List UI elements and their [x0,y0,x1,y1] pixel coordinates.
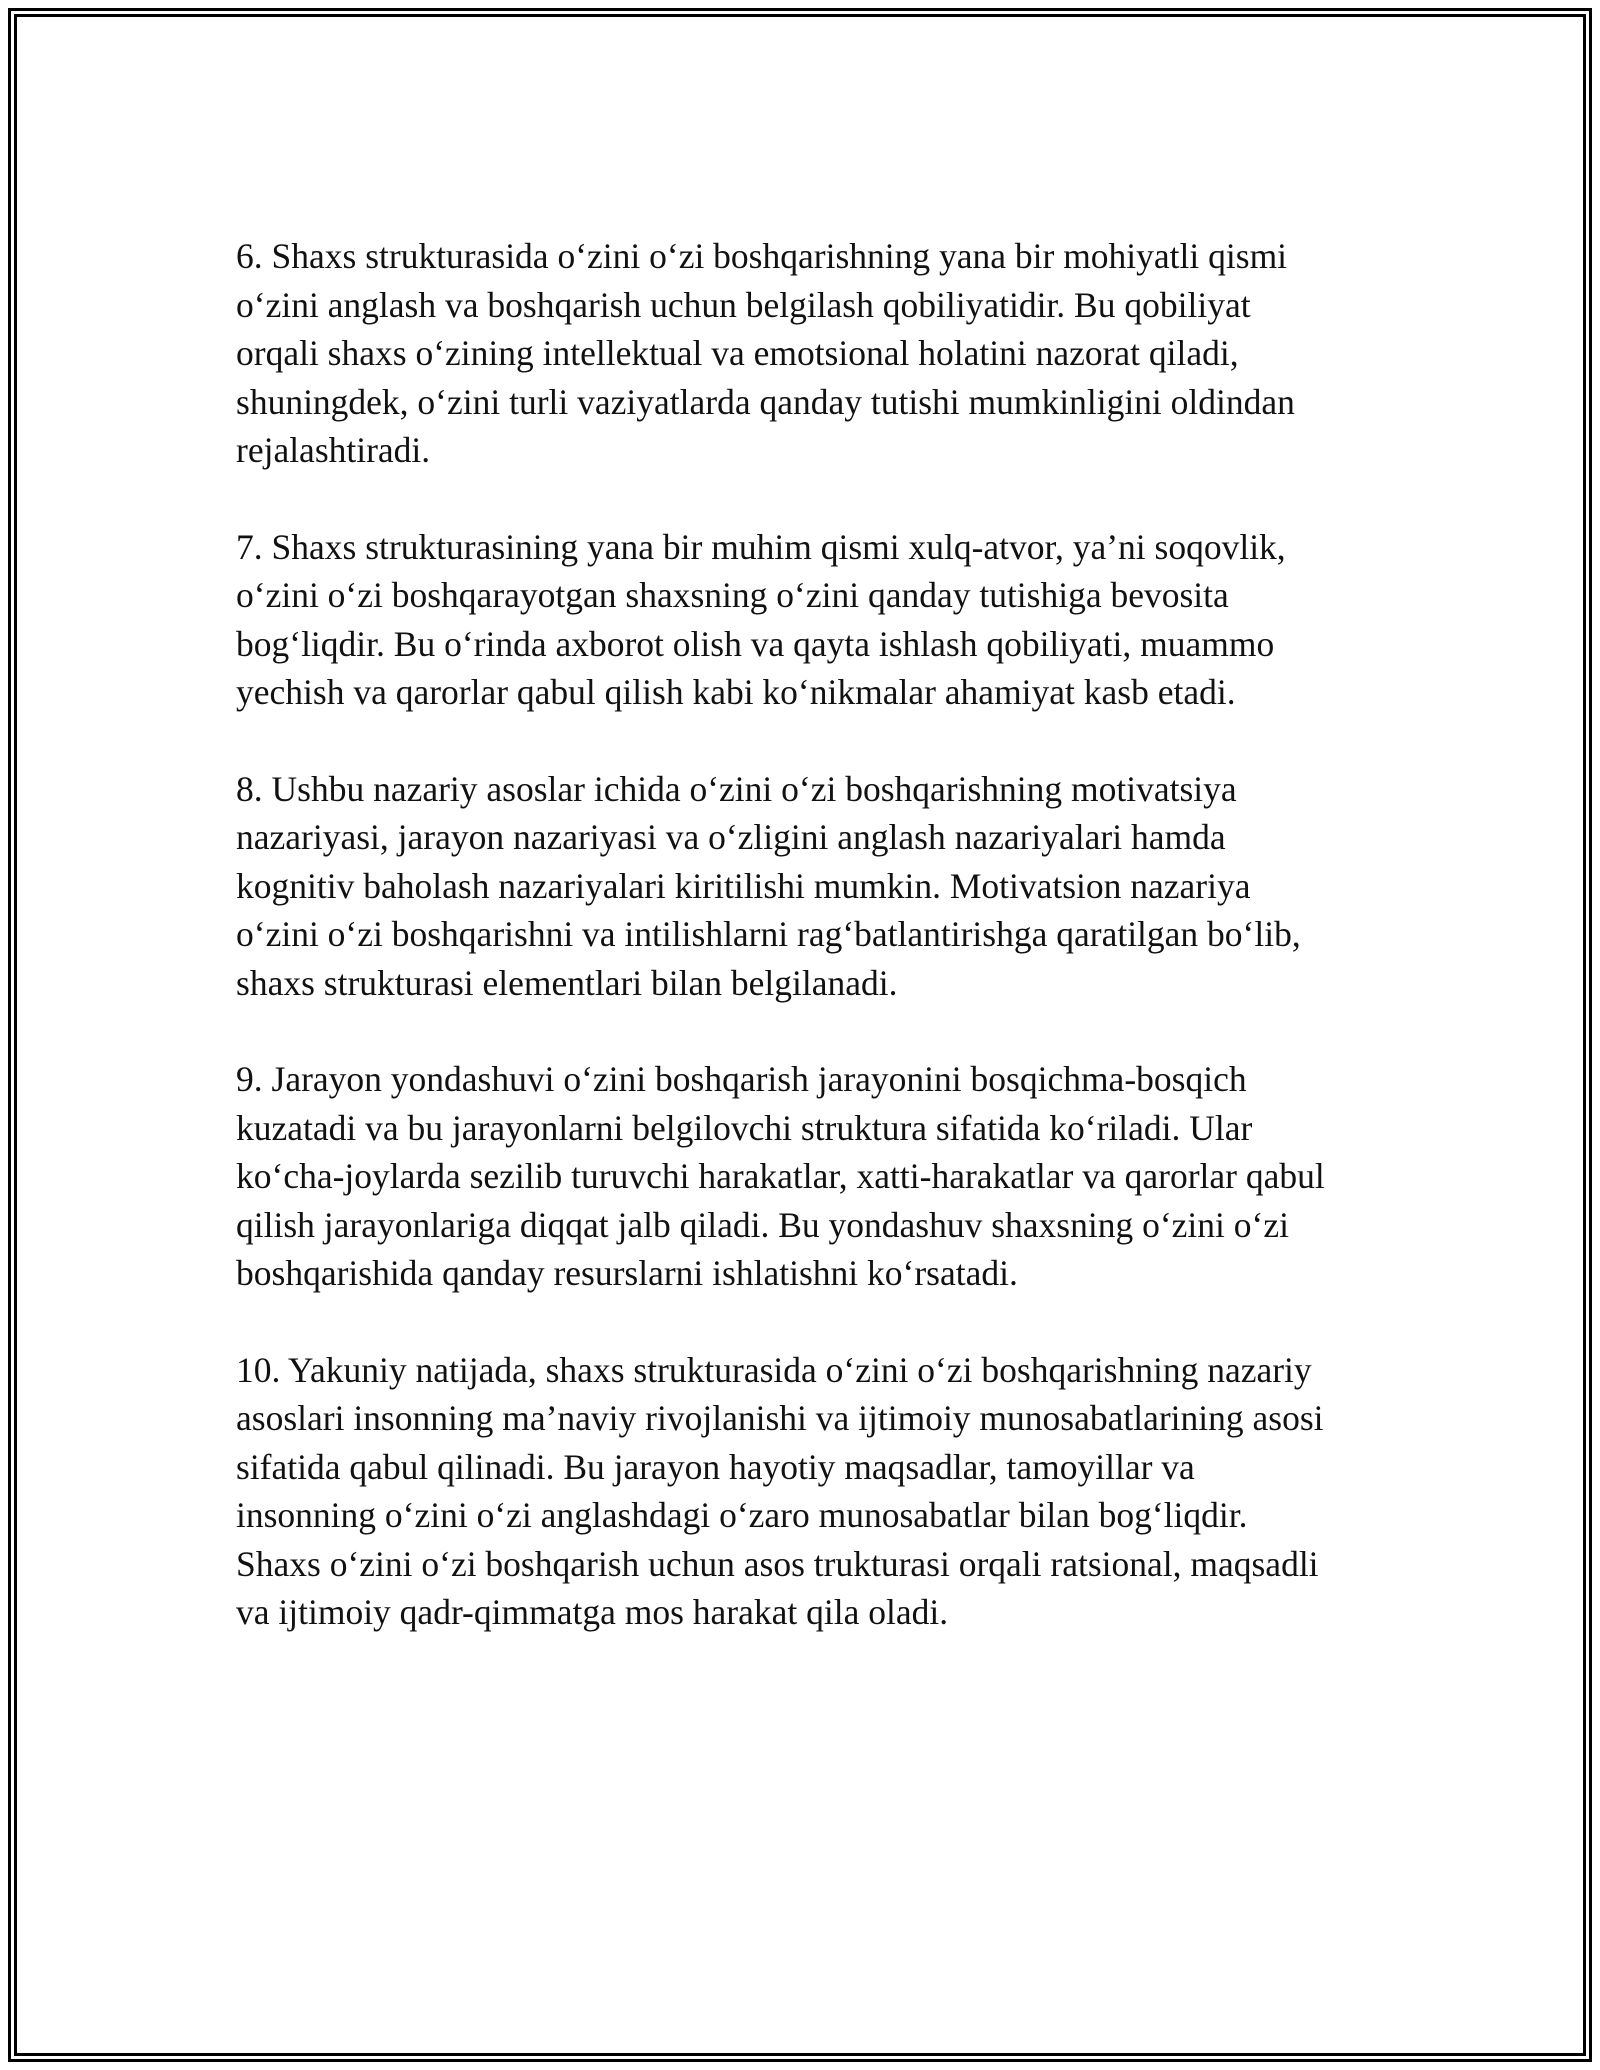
paragraph-8: 8. Ushbu nazariy asoslar ichida o‘zini o‘zi boshqarishning motivatsiya nazariyasi, jarayon nazariyasi va o‘zligini anglash nazariyalari hamda kognitiv baholash nazariyalari kiritilishi mumkin. Motivatsion nazariya o‘zini o‘zi boshqarishni va intilishlarni rag‘batlantirishga qaratilgan bo‘lib, shaxs strukturasi elementlari bilan belgilanadi. [236,768,1301,1003]
paragraph-10: 10. Yakuniy natijada, shaxs strukturasida o‘zini o‘zi boshqarishning nazariy asoslari insonning ma’naviy rivojlanishi va ijtimoiy munosabatlarining asosi sifatida qabul qilinadi. Bu jarayon hayotiy maqsadlar, tamoyillar va insonning o‘zini o‘zi anglashdagi o‘zaro munosabatlar bilan bog‘liqdir. Shaxs o‘zini o‘zi boshqarish uchun asos trukturasi orqali ratsional, maqsadli va ijtimoiy qadr-qimmatga mos harakat qila oladi. [236,1349,1324,1632]
paragraph-7: 7. Shaxs strukturasining yana bir muhim qismi xulq-atvor, ya’ni soqovlik, o‘zini o‘zi boshqarayotgan shaxsning o‘zini qanday tutishiga bevosita bog‘liqdir. Bu o‘rinda axborot olish va qayta ishlash qobiliyati, muammo yechish va qarorlar qabul qilish kabi ko‘nikmalar ahamiyat kasb etadi. [236,526,1286,712]
document-body [236,232,1366,1685]
paragraph-9: 9. Jarayon yondashuvi o‘zini boshqarish jarayonini bosqichma-bosqich kuzatadi va bu jarayonlarni belgilovchi struktura sifatida ko‘riladi. Ular ko‘cha-joylarda sezilib turuvchi harakatlar, xatti-harakatlar va qarorlar qabul qilish jarayonlariga diqqat jalb qiladi. Bu yondashuv shaxsning o‘zini o‘zi boshqarishida qanday resurslarni ishlatishni ko‘rsatadi. [236,1059,1325,1293]
paragraph-6: 6. Shaxs strukturasida o‘zini o‘zi boshqarishning yana bir mohiyatli qismi o‘zini anglash va boshqarish uchun belgilash qobiliyatidir. Bu qobiliyat orqali shaxs o‘zining intellektual va emotsional holatini nazorat qiladi, shuningdek, o‘zini turli vaziyatlarda qanday tutishi mumkinligini oldindan rejalashtiradi. [236,236,1295,470]
